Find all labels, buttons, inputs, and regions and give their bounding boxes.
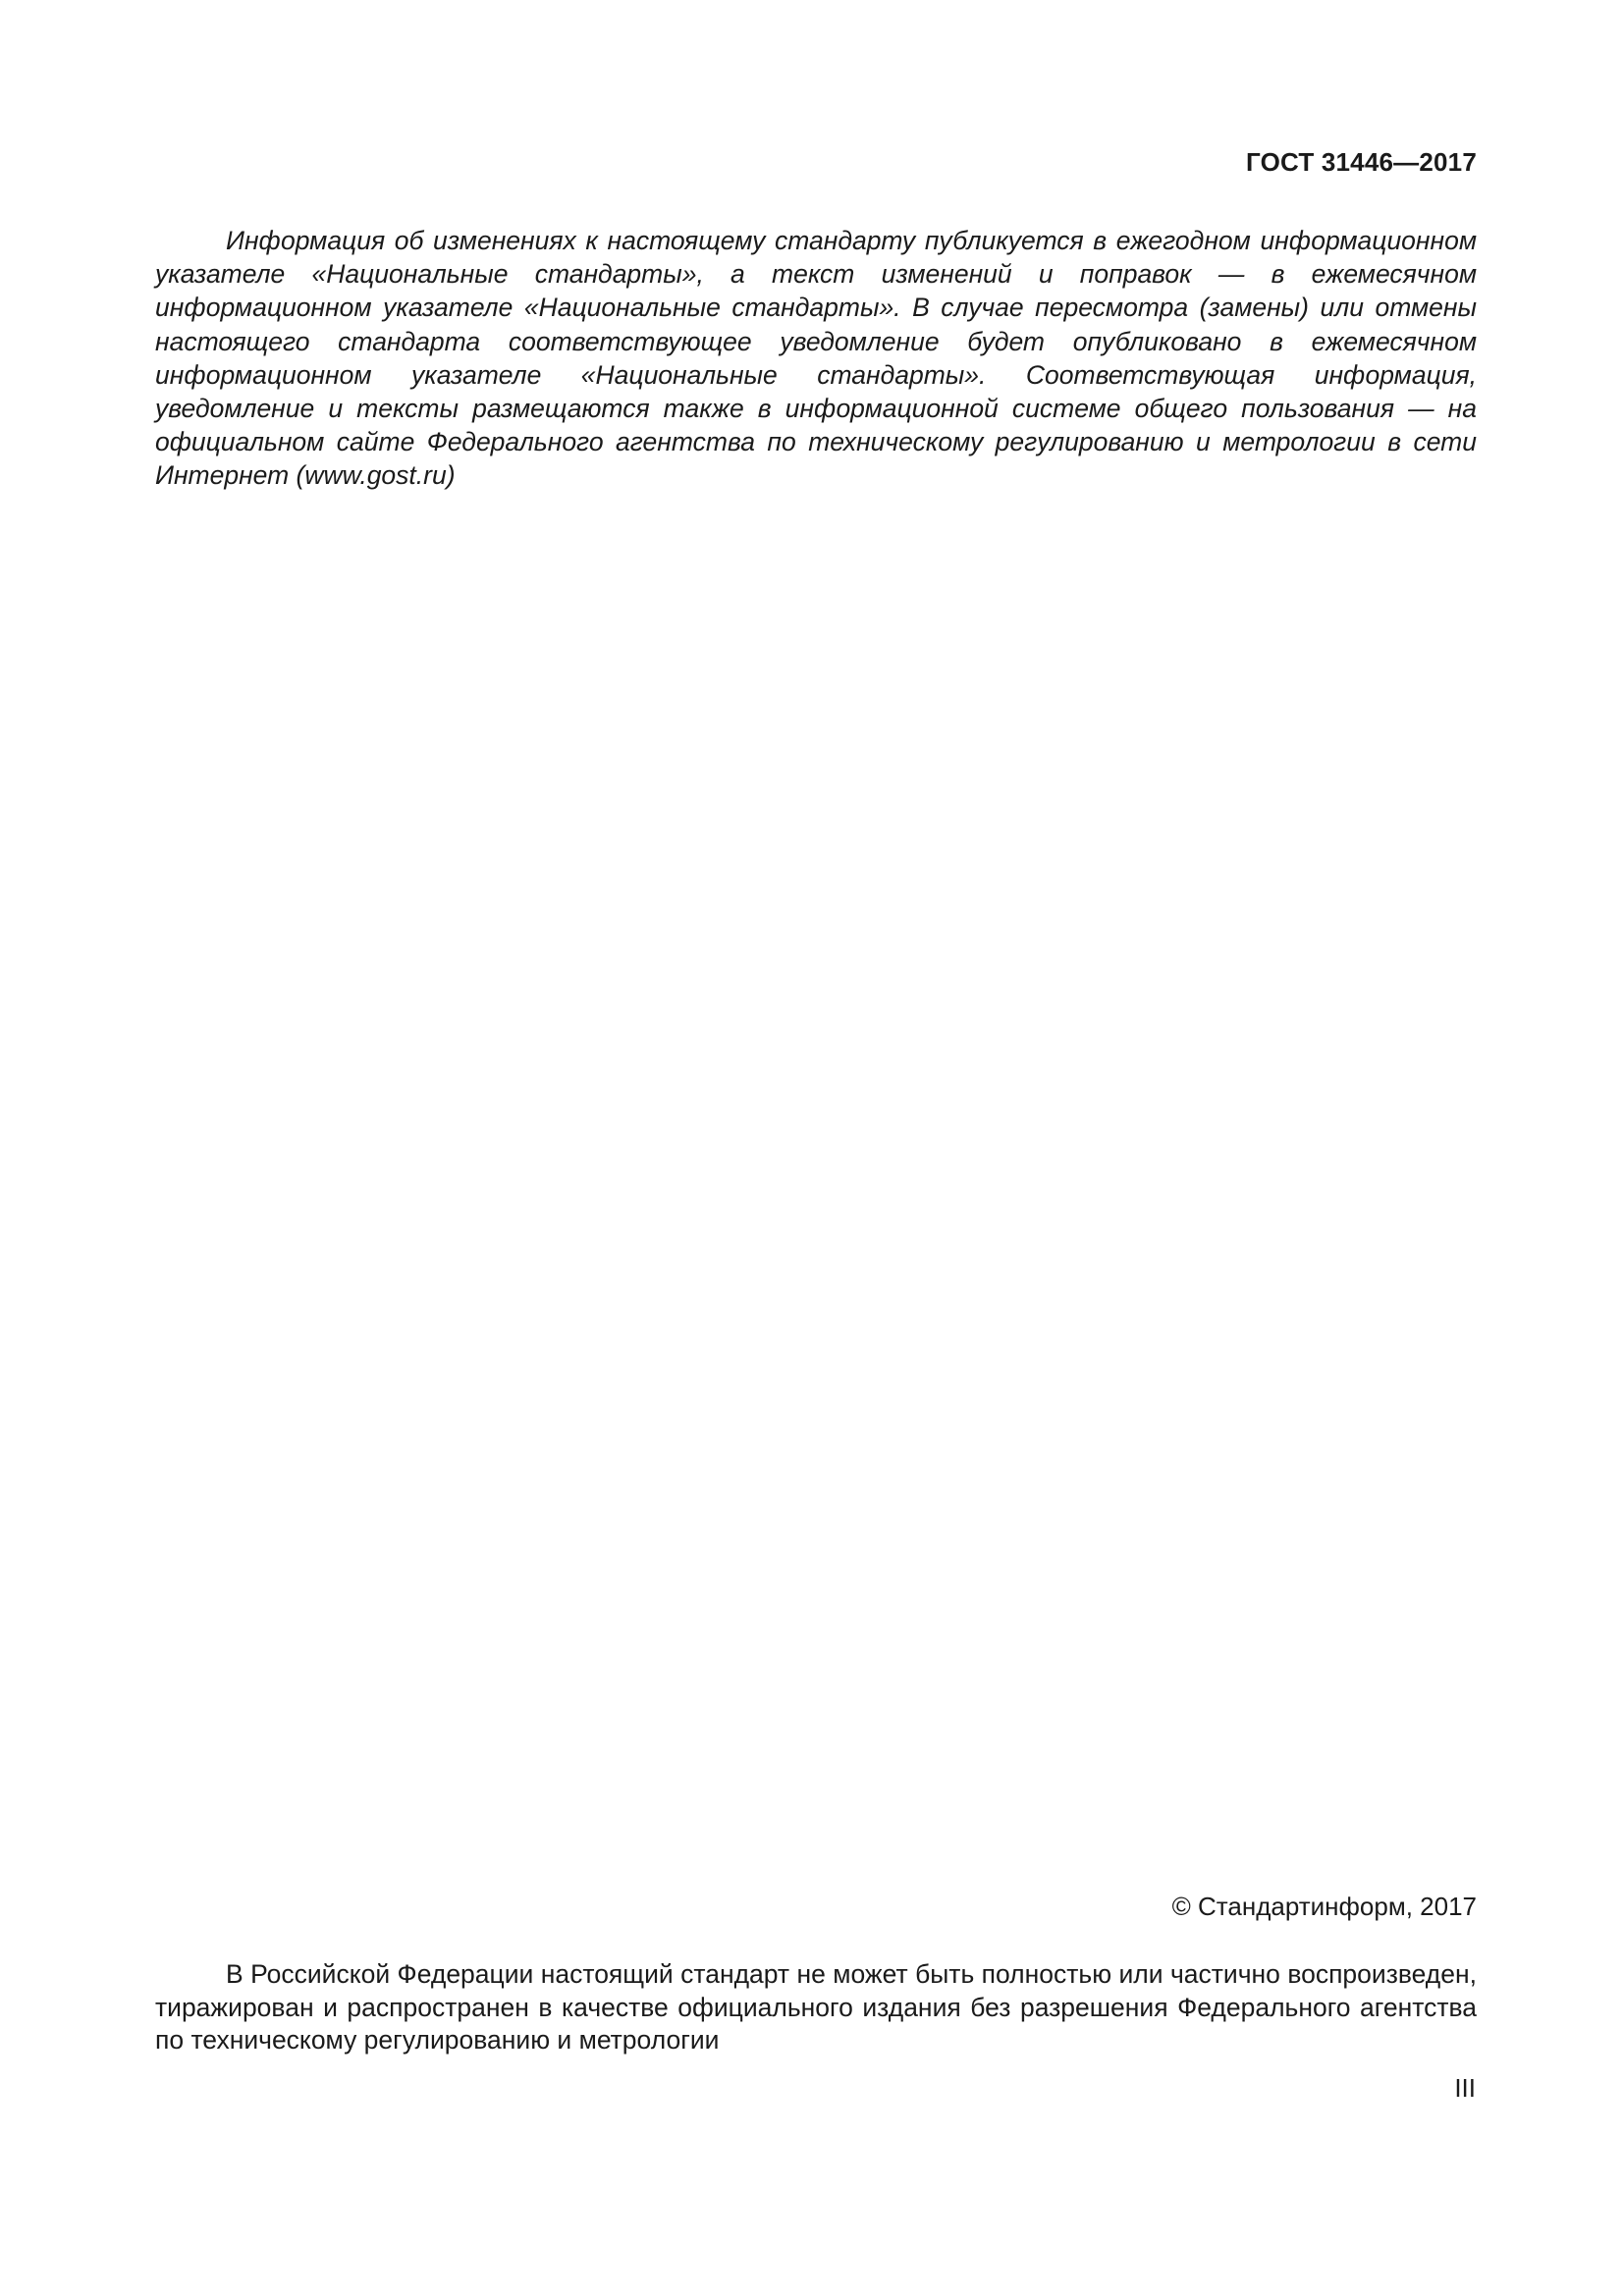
copyright-notice: © Стандартинформ, 2017	[1171, 1892, 1477, 1921]
reproduction-rights-paragraph: В Российской Федерации настоящий стандарт не может быть полностью или частично воспроизведен, тиражирован и распространен в качестве официального издания без разрешения Федерального агентства по техническому регулированию и метрологии	[155, 1959, 1477, 2055]
amendments-info-paragraph: Информация об изменениях к настоящему стандарту публикуется в ежегодном информационном указателе «Национальные стандарты», а текст изменений и поправок — в ежемесячном информационном указателе «Национальные стандарты». В случае пересмотра (замены) или отмены настоящего стандарта соответствующее уведомление будет опубликовано в ежемесячном информационном указателе «Национальные стандарты». Соответствующая информация, уведомление и тексты размещаются также в информационной системе общего пользования — на официальном сайте Федерального агентства по техническому регулированию и метрологии в сети Интернет (www.gost.ru)	[155, 226, 1477, 491]
document-code: ГОСТ 31446—2017	[1246, 147, 1477, 177]
page-number: III	[1454, 2073, 1476, 2103]
